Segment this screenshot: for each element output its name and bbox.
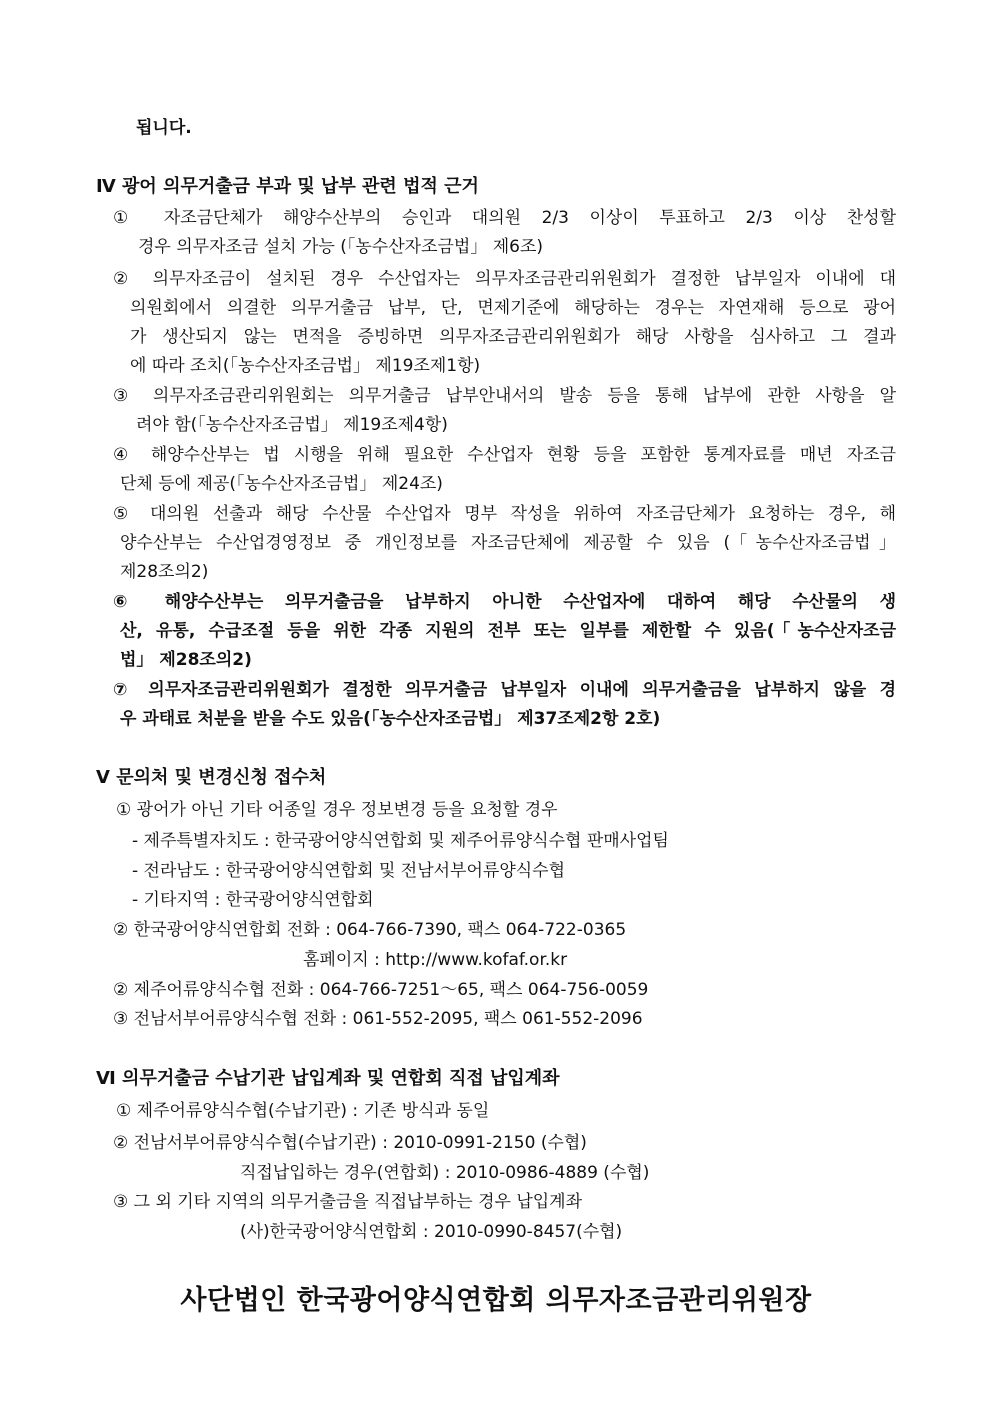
s4-item-5-line-3: 제28조의2) [120,562,209,582]
s5-line-7: ② 제주어류양식수협 전화 : 064-766-7251～65, 팩스 064-756-0059 [113,980,649,1000]
s6-line-2: ② 전남서부어류양식수협(수납기관) : 2010-0991-2150 (수협) [113,1133,587,1153]
s5-line-5: ② 한국광어양식연합회 전화 : 064-766-7390, 팩스 064-722-0365 [113,920,627,940]
s6-line-4: ③ 그 외 기타 지역의 의무거출금을 직접납부하는 경우 납입계좌 [113,1192,583,1212]
s4-item-6-line-3: 법」 제28조의2) [120,650,252,670]
s4-item-2-line-1: ② 의무자조금이 설치된 경우 수산업자는 의무자조금관리위원회가 결정한 납부일자 이내에 대 [113,269,896,289]
s4-item-5-line-1: ⑤ 대의원 선출과 해당 수산물 수산업자 명부 작성을 위하여 자조금단체가 요청하는 경우, 해 [113,504,896,524]
section-6-heading: Ⅵ 의무거출금 수납기관 납입계좌 및 연합회 직접 납입계좌 [96,1068,560,1089]
s4-item-2-line-2: 의원회에서 의결한 의무거출금 납부, 단, 면제기준에 해당하는 경우는 자연재해 등으로 광어 [130,298,896,318]
s5-line-1: ① 광어가 아닌 기타 어종일 경우 정보변경 등을 요청할 경우 [116,800,558,820]
s4-item-3-line-2: 려야 함(「농수산자조금법」 제19조제4항) [136,415,448,435]
section-5-heading: Ⅴ 문의처 및 변경신청 접수처 [96,767,327,788]
s4-item-4-line-1: ④ 해양수산부는 법 시행을 위해 필요한 수산업자 현황 등을 포함한 통계자료를 매년 자조금 [113,445,896,465]
signature-title: 사단법인 한국광어양식연합회 의무자조금관리위원장 [180,1285,812,1316]
s4-item-2-line-3: 가 생산되지 않는 면적을 증빙하면 의무자조금관리위원회가 해당 사항을 심사하고 그 결과 [130,327,896,347]
s4-item-2-line-4: 에 따라 조치(「농수산자조금법」 제19조제1항) [130,356,481,376]
s5-line-2: - 제주특별자치도 : 한국광어양식연합회 및 제주어류양식수협 판매사업팀 [132,831,669,851]
s4-item-1-line-2: 경우 의무자조금 설치 가능 (「농수산자조금법」 제6조) [138,237,544,257]
s4-item-1-line-1: ① 자조금단체가 해양수산부의 승인과 대의원 2/3 이상이 투표하고 2/3 이상 찬성할 [113,208,896,228]
s5-homepage: 홈페이지 : http://www.kofaf.or.kr [303,950,568,970]
s4-item-7-line-1: ⑦ 의무자조금관리위원회가 결정한 의무거출금 납부일자 이내에 의무거출금을 납부하지 않을 경 [113,680,896,700]
s6-line-5: (사)한국광어양식연합회 : 2010-0990-8457(수협) [240,1222,623,1242]
intro-text: 됩니다. [136,118,192,138]
s4-item-3-line-1: ③ 의무자조금관리위원회는 의무거출금 납부안내서의 발송 등을 통해 납부에 관한 사항을 알 [113,386,896,406]
s6-line-3: 직접납입하는 경우(연합회) : 2010-0986-4889 (수협) [240,1163,650,1183]
s5-line-8: ③ 전남서부어류양식수협 전화 : 061-552-2095, 팩스 061-552-2096 [113,1009,643,1029]
s4-item-6-line-1: ⑥ 해양수산부는 의무거출금을 납부하지 아니한 수산업자에 대하여 해당 수산물의 생 [113,592,896,612]
s4-item-5-line-2: 양수산부는 수산업경영정보 중 개인정보를 자조금단체에 제공할 수 있음 (「농수산자조금법」 [120,533,896,553]
s4-item-6-line-2: 산, 유통, 수급조절 등을 위한 각종 지원의 전부 또는 일부를 제한할 수 있음(「농수산자조금 [120,621,896,641]
s5-line-3: - 전라남도 : 한국광어양식연합회 및 전남서부어류양식수협 [132,861,566,881]
s4-item-4-line-2: 단체 등에 제공(「농수산자조금법」 제24조) [120,474,443,494]
s5-line-4: - 기타지역 : 한국광어양식연합회 [132,890,374,910]
section-4-heading: Ⅳ 광어 의무거출금 부과 및 납부 관련 법적 근거 [96,176,479,197]
s6-line-1: ① 제주어류양식수협(수납기관) : 기존 방식과 동일 [116,1101,490,1121]
s4-item-7-line-2: 우 과태료 처분을 받을 수도 있음(「농수산자조금법」 제37조제2항 2호) [120,709,661,729]
